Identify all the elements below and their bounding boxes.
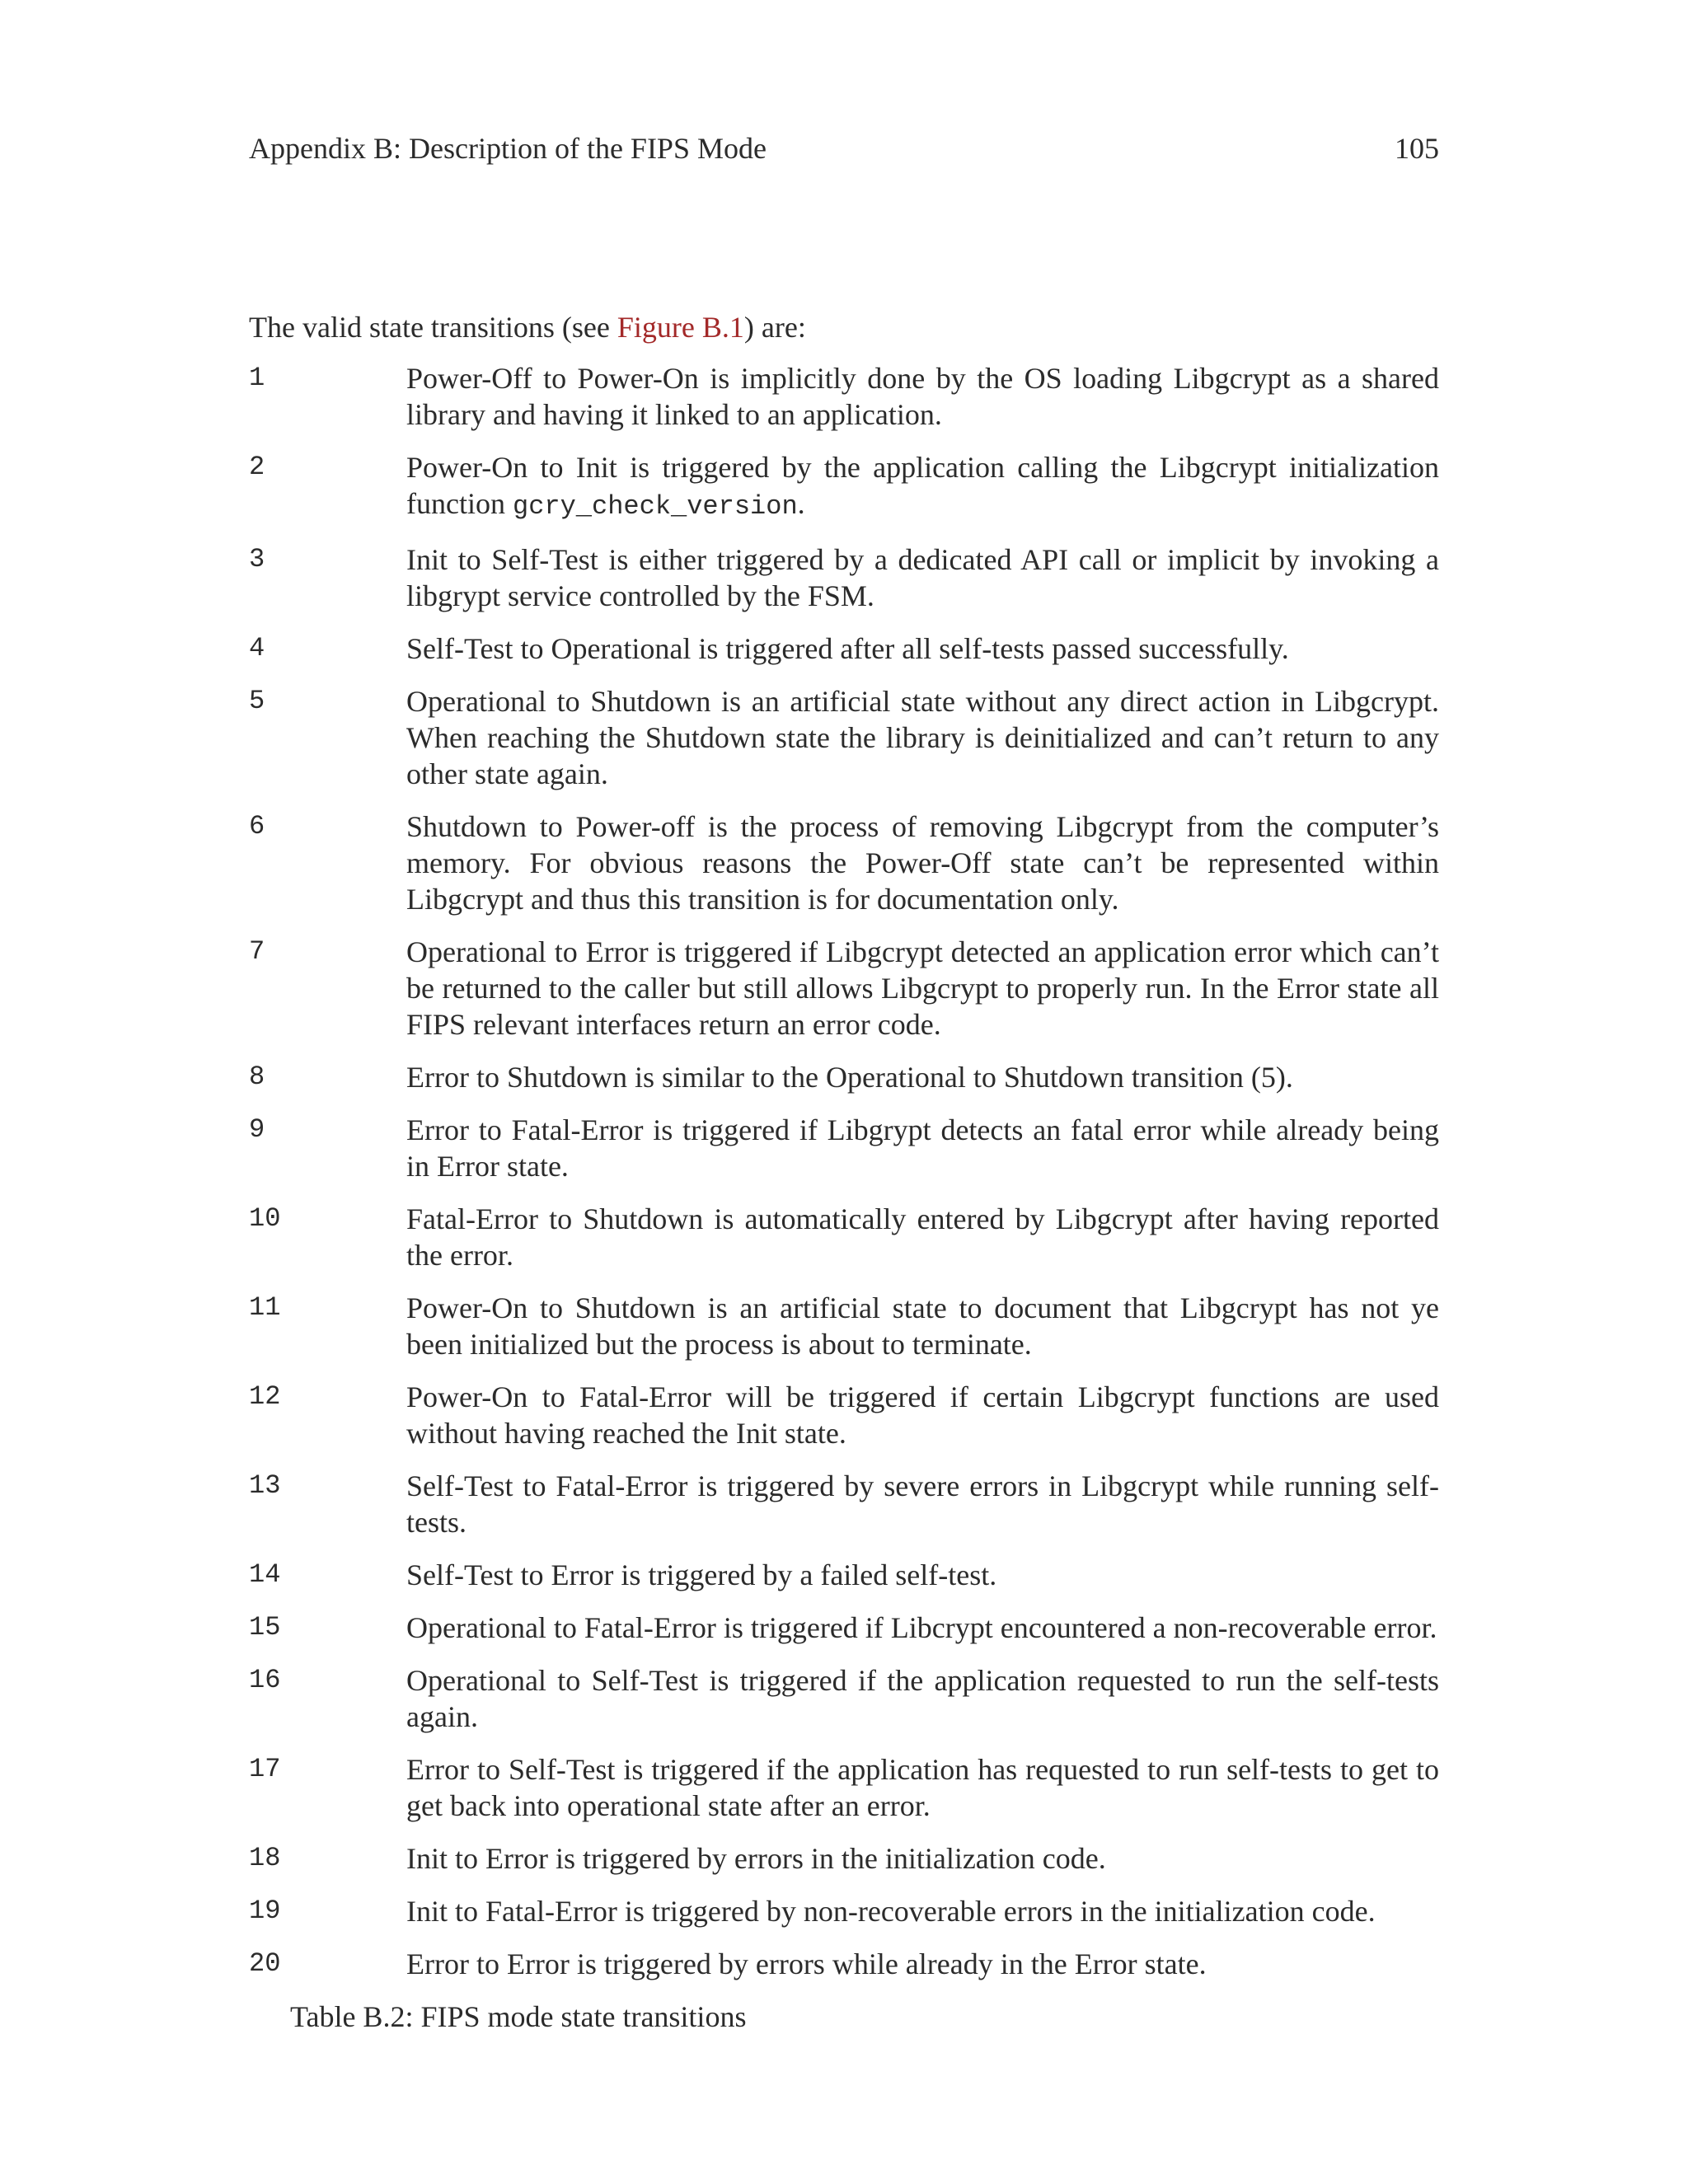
transition-text: Error to Self-Test is triggered if the application has requested to run self-tests to get to get back into operational state after an error. (406, 1753, 1439, 1822)
transition-number: 17 (249, 1754, 281, 1784)
transition-text-suffix: . (797, 487, 805, 520)
transition-description (406, 1201, 1439, 1273)
transition-description (406, 1557, 1439, 1593)
transition-row (249, 1840, 1439, 1877)
transition-text: Power-On to Init is triggered by the application calling the Libgcrypt initialization function (406, 451, 1439, 520)
transition-row (249, 1557, 1439, 1593)
transition-row (249, 449, 1439, 525)
transition-number: 2 (249, 452, 265, 482)
transition-text: Power-On to Fatal-Error will be triggered if certain Libgcrypt functions are used without having reached the Init state. (406, 1380, 1439, 1450)
transition-row (249, 1112, 1439, 1184)
transition-text: Self-Test to Fatal-Error is triggered by severe errors in Libgcrypt while running self-tests. (406, 1469, 1439, 1539)
transition-text: Power-Off to Power-On is implicitly done by the OS loading Libgcrypt as a shared library and having it linked to an application. (406, 362, 1439, 431)
transition-row (249, 1751, 1439, 1824)
transition-description (406, 1840, 1439, 1877)
transition-description (406, 1112, 1439, 1184)
transition-text: Shutdown to Power-off is the process of removing Libgcrypt from the computer’s memory. For obvious reasons the Power-Off state can’t be represented within Libgcrypt and thus this transition is for documentation only. (406, 810, 1439, 916)
transition-number: 8 (249, 1062, 265, 1092)
transition-number: 18 (249, 1843, 281, 1873)
transition-text: Self-Test to Error is triggered by a failed self-test. (406, 1558, 997, 1591)
transition-number: 14 (249, 1559, 281, 1590)
transition-description (406, 934, 1439, 1043)
transition-text: Init to Fatal-Error is triggered by non-recoverable errors in the initialization code. (406, 1895, 1376, 1928)
transition-row (249, 1662, 1439, 1735)
transition-row (249, 360, 1439, 433)
transition-description (406, 360, 1439, 433)
transition-number: 4 (249, 633, 265, 663)
transition-description (406, 683, 1439, 792)
transition-text: Init to Error is triggered by errors in the initialization code. (406, 1842, 1106, 1875)
transition-number: 15 (249, 1612, 281, 1643)
transition-description (406, 449, 1439, 525)
transition-number: 7 (249, 936, 265, 967)
transition-description (406, 1946, 1439, 1982)
transition-row (249, 1379, 1439, 1451)
transition-description (406, 1751, 1439, 1824)
transition-number: 5 (249, 686, 265, 716)
figure-link[interactable]: Figure B.1 (617, 311, 744, 344)
transition-row (249, 541, 1439, 614)
transition-row (249, 630, 1439, 667)
transition-number: 20 (249, 1948, 281, 1979)
transition-row (249, 1201, 1439, 1273)
transition-row (249, 1059, 1439, 1095)
transition-text: Error to Fatal-Error is triggered if Libgrypt detects an fatal error while already being in Error state. (406, 1113, 1439, 1183)
transition-text: Error to Shutdown is similar to the Operational to Shutdown transition (5). (406, 1061, 1293, 1094)
transition-row (249, 683, 1439, 792)
function-name-code: gcry_check_version (512, 491, 798, 522)
transition-text: Operational to Fatal-Error is triggered if Libcrypt encountered a non-recoverable error. (406, 1611, 1437, 1644)
transition-description (406, 1379, 1439, 1451)
transition-text: Power-On to Shutdown is an artificial state to document that Libgcrypt has not ye been initialized but the process is about to terminate. (406, 1291, 1439, 1361)
transition-number: 6 (249, 811, 265, 841)
page-number: 105 (1395, 132, 1439, 165)
transition-number: 9 (249, 1114, 265, 1145)
transition-text: Operational to Error is triggered if Libgcrypt detected an application error which can’t be returned to the caller but still allows Libgcrypt to properly run. In the Error state all FIPS relevant interfaces return an error code. (406, 935, 1439, 1041)
transition-description (406, 1059, 1439, 1095)
transition-number: 10 (249, 1203, 281, 1234)
transition-row (249, 1610, 1439, 1646)
transition-text: Operational to Shutdown is an artificial state without any direct action in Libgcrypt. When reaching the Shutdown state the library is deinitialized and can’t return to any other state again. (406, 685, 1439, 790)
intro-text-after: ) are: (743, 311, 806, 344)
page-header (249, 130, 1439, 166)
transition-description (406, 1893, 1439, 1929)
transition-row (249, 934, 1439, 1043)
transition-number: 12 (249, 1381, 281, 1412)
transition-row (249, 1290, 1439, 1362)
transition-row (249, 1893, 1439, 1929)
transition-number: 11 (249, 1292, 281, 1323)
transition-number: 3 (249, 544, 265, 574)
transition-number: 1 (249, 363, 265, 393)
transition-row (249, 808, 1439, 917)
transition-row (249, 1946, 1439, 1982)
transition-row (249, 1468, 1439, 1540)
transition-number: 13 (249, 1470, 281, 1501)
transition-description (406, 541, 1439, 614)
table-caption: Table B.2: FIPS mode state transitions (290, 2000, 747, 2033)
transition-description (406, 808, 1439, 917)
transition-description (406, 630, 1439, 667)
transition-number: 16 (249, 1665, 281, 1695)
transition-text: Error to Error is triggered by errors while already in the Error state. (406, 1947, 1207, 1980)
transition-text: Fatal-Error to Shutdown is automatically entered by Libgcrypt after having reported the error. (406, 1202, 1439, 1272)
running-title: Appendix B: Description of the FIPS Mode (249, 132, 767, 165)
page-content (249, 309, 1439, 2035)
transition-text: Self-Test to Operational is triggered after all self-tests passed successfully. (406, 632, 1289, 665)
transition-description (406, 1662, 1439, 1735)
transition-description (406, 1290, 1439, 1362)
transition-description (406, 1610, 1439, 1646)
transition-description (406, 1468, 1439, 1540)
transition-text: Operational to Self-Test is triggered if the application requested to run the self-tests again. (406, 1664, 1439, 1733)
transition-number: 19 (249, 1896, 281, 1926)
transition-text: Init to Self-Test is either triggered by a dedicated API call or implicit by invoking a libgrypt service controlled by the FSM. (406, 543, 1439, 612)
transition-table (249, 360, 1439, 1982)
intro-paragraph (249, 309, 1439, 345)
intro-text-before: The valid state transitions (see (249, 311, 617, 344)
